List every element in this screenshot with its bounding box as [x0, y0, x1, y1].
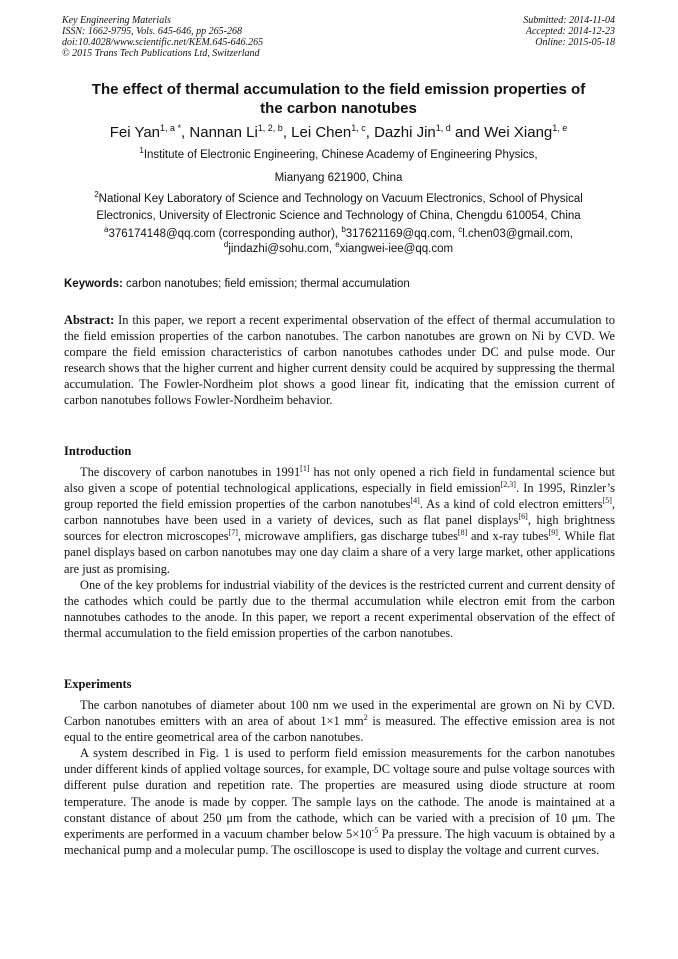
author-sup: 1, a * — [160, 123, 182, 133]
email-a: 376174148@qq.com (corresponding author), — [108, 228, 342, 240]
affiliation-2 — [62, 191, 615, 225]
keywords — [64, 276, 616, 292]
submitted-date: Submitted: 2014-11-04 — [523, 15, 615, 26]
text-run: The discovery of carbon nanotubes in 1991 — [80, 465, 301, 479]
title-line-1: The effect of thermal accumulation to the field emission properties of — [91, 81, 586, 98]
author-separator: , — [365, 124, 375, 141]
text-run: , carbon nannotubes have been used in a variety of devices, such as flat panel displays — [64, 497, 615, 528]
citation: [4] — [410, 496, 420, 506]
introduction-section — [64, 464, 615, 641]
citation: [9] — [548, 528, 558, 538]
paper-title — [62, 80, 615, 118]
text-run: , high brightness sources for electron microscopes — [64, 513, 615, 544]
journal-name: Key Engineering Materials — [62, 15, 171, 26]
author-name: Lei Chen — [291, 124, 352, 141]
email-list — [62, 227, 615, 257]
introduction-paragraph-2: One of the key problems for industrial viability of the devices is the restricted current and current density of the cathodes which could be partly due to the thermal accumulation while electron emit from the carbon nannotubes cathodes to the anode. In this paper, we report a recent experimental observation of the effect of thermal accumulation to the field emission properties of the carbon nanotubes. — [64, 577, 615, 640]
author-sup: 1, 2, b — [257, 123, 283, 133]
citation: [5] — [602, 496, 612, 506]
superscript: -5 — [371, 825, 379, 835]
text-run: . As a kind of cold electron emitters — [419, 497, 603, 512]
abstract-label: Abstract: — [64, 313, 115, 327]
citation: [8] — [457, 528, 468, 538]
dates-header — [523, 15, 615, 48]
text-run: and x-ray tubes — [467, 529, 549, 544]
issn-line: ISSN: 1662-9795, Vols. 645-646, pp 265-268 — [62, 26, 242, 37]
title-line-2: the carbon nanotubes — [260, 100, 417, 117]
abstract-text: In this paper, we report a recent experimental observation of the effect of thermal accumulation to the field emission properties of the carbon nanotubes. The carbon nanotubes are grown on Ni by CVD. We compare the field emission characteristics of carbon nanotubes cathodes under DC and pulse mode. Our research shows that the higher current and higher current density could be acquired by suppressing the thermal accumulation. The Fowler-Nordheim plot shows a good linear fit, indicating that the emission current of carbon nanotubes follows Fowler-Nordheim behavior. — [64, 313, 615, 408]
text-run: has not only opened a rich field in fundamental science but also given a scope of potential technological applications, especially in field emission — [64, 465, 616, 496]
email-sup: b — [341, 225, 346, 234]
text-run: A system described in Fig. 1 is used to perform field emission measurements for the carbon nanotubes under different kinds of applied voltage sources, for example, DC voltage soure and pulse voltage sources with different pulse duration and repetition rate. The properties are measured using diode structure at room temperature. The anode is made by copper. The sample lays on the cathode. The anode is maintained at a constant distance of about 250 μm from the cathode, which can be varied with a precision of 10 μm. The experiments are performed in a vacuum chamber below 5×10 — [64, 746, 615, 841]
affiliation-1-line-2: Mianyang 621900, China — [274, 172, 403, 184]
text-run: The carbon nanotubes of diameter about 100 nm we used in the experimental are grown on Ni by CVD. Carbon nanotubes emitters with an area of about 1×1 mm — [64, 698, 615, 729]
text-run: is measured. The effective emission area is not equal to the entire geometrical area of the carbon nanotubes. — [64, 714, 615, 745]
citation: [7] — [228, 528, 238, 538]
experiments-section — [64, 697, 615, 858]
author-list — [62, 124, 615, 142]
email-sup: c — [458, 225, 463, 234]
text-run: . In 1995, Rinzler’s group reported the field emission properties of the carbon nanotubes — [64, 481, 615, 512]
email-sup: a — [103, 225, 109, 234]
affiliation-2-line-1: National Key Laboratory of Science and Technology on Vacuum Electronics, School of Physical — [98, 193, 583, 205]
abstract — [64, 312, 615, 409]
keywords-text: carbon nanotubes; field emission; thermal accumulation — [122, 278, 410, 290]
author-separator: , — [181, 124, 190, 141]
author-separator: , — [282, 124, 292, 141]
author-sup: 1, c — [351, 123, 366, 133]
author-name: Nannan Li — [189, 124, 258, 141]
affiliation-1 — [62, 147, 615, 187]
accepted-date: Accepted: 2014-12-23 — [525, 26, 615, 37]
citation: [2,3] — [500, 480, 516, 490]
introduction-heading: Introduction — [64, 444, 132, 458]
online-date: Online: 2015-05-18 — [535, 37, 615, 48]
affiliation-2-line-2: Electronics, University of Electronic Science and Technology of China, Chengdu 610054, China — [96, 210, 581, 222]
email-e: xiangwei-iee@qq.com — [339, 243, 454, 255]
affiliation-1-line-1: Institute of Electronic Engineering, Chinese Academy of Engineering Physics, — [143, 149, 538, 161]
copyright-line: © 2015 Trans Tech Publications Ltd, Switzerland — [62, 48, 260, 59]
experiments-paragraph-2 — [64, 745, 615, 858]
author-name: Wei Xiang — [484, 124, 553, 141]
citation: [1] — [300, 464, 310, 473]
text-run: . While flat panel displays based on carbon nanotubes may one day claim a share of a very large market, other applications are just as promising. — [64, 529, 615, 576]
email-sup: e — [335, 240, 340, 249]
keywords-label: Keywords: — [64, 278, 123, 290]
affiliation-sup: 2 — [94, 190, 99, 199]
author-name: Dazhi Jin — [374, 124, 436, 141]
email-b: 317621169@qq.com, — [345, 228, 459, 240]
author-separator: and — [450, 124, 485, 141]
experiments-heading: Experiments — [64, 677, 132, 691]
doi-line: doi:10.4028/www.scientific.net/KEM.645-646.265 — [62, 37, 264, 48]
experiments-paragraph-1 — [64, 697, 615, 745]
email-c: l.chen03@gmail.com, — [462, 228, 573, 240]
text-run: Pa pressure. The high vacuum is obtained by a mechanical pump and a molecular pump. The oscilloscope is used to display the voltage and current curves. — [64, 826, 616, 857]
journal-header — [62, 15, 263, 59]
introduction-paragraph-1 — [64, 464, 615, 577]
text-run: , microwave amplifiers, gas discharge tubes — [237, 529, 458, 544]
email-d: jindazhi@sohu.com, — [228, 243, 336, 255]
citation: [6] — [518, 512, 528, 522]
author-name: Fei Yan — [109, 124, 161, 141]
author-sup: 1, d — [435, 123, 451, 133]
superscript: 2 — [363, 713, 368, 723]
affiliation-sup: 1 — [139, 146, 144, 155]
email-sup: d — [223, 240, 229, 249]
author-sup: 1, e — [552, 123, 568, 133]
